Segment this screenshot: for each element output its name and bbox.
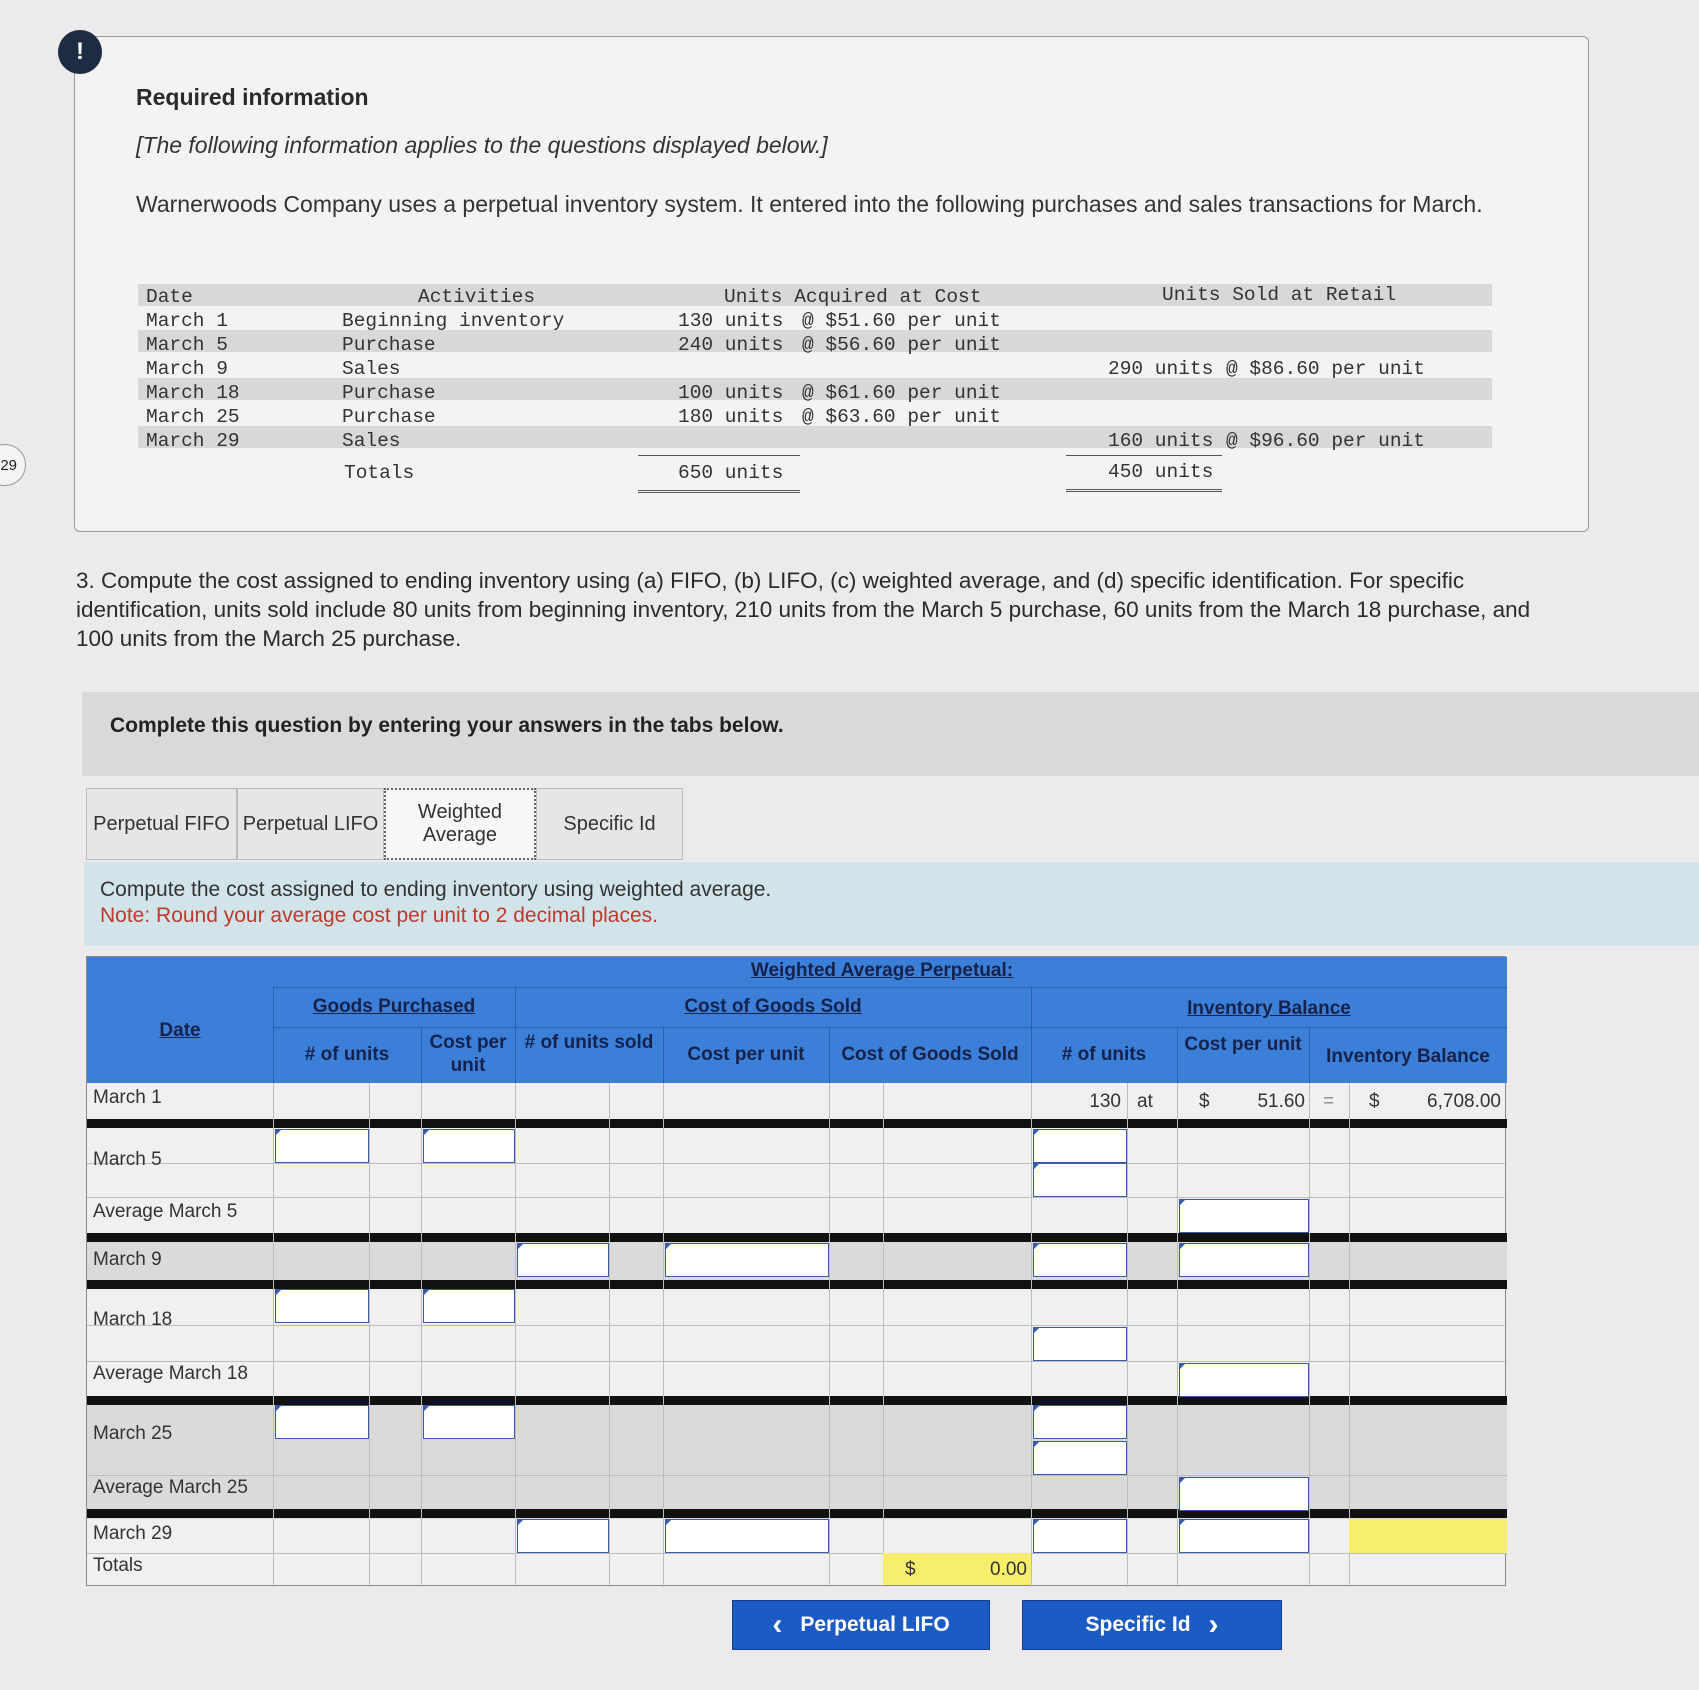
march5-balance-units-input-1[interactable] <box>1033 1129 1127 1163</box>
march9-cost-per-unit-input[interactable] <box>665 1243 829 1277</box>
required-info-paragraph: Warnerwoods Company uses a perpetual inventory system. It entered into the following purchases and sales transactions for March. <box>136 191 1483 217</box>
col-cs-total: Cost of Goods Sold <box>841 1044 1019 1065</box>
required-info-title: Required information <box>136 84 369 110</box>
march29-units-sold-input[interactable] <box>517 1519 609 1553</box>
row-acq-units: 240 units <box>678 334 784 356</box>
march1-dollar-sign-2: $ <box>1369 1091 1380 1112</box>
row-date: March 29 <box>146 430 240 452</box>
table-title: Weighted Average Perpetual: <box>750 960 1014 981</box>
row-label-march-1: March 1 <box>93 1087 162 1108</box>
tab-weighted-average-label: Weighted Average <box>417 801 503 846</box>
march9-units-sold-input[interactable] <box>517 1243 609 1277</box>
group-inventory-balance: Inventory Balance <box>1187 998 1351 1019</box>
complete-instruction-text: Complete this question by entering your answers in the tabs below. <box>110 714 784 737</box>
instruction-panel <box>84 862 1699 946</box>
row-acq-cost: @ $56.60 per unit <box>802 334 1001 356</box>
row-date: March 9 <box>146 358 228 380</box>
row-date: March 5 <box>146 334 228 356</box>
required-info-note: [The following information applies to the questions displayed below.] <box>136 132 828 158</box>
march1-at: at <box>1137 1091 1153 1112</box>
march18-units-input[interactable] <box>275 1289 369 1323</box>
row-label-march-25: March 25 <box>93 1423 173 1444</box>
row-label-march-5: March 5 <box>93 1149 162 1170</box>
complete-instruction-bar <box>82 692 1699 776</box>
group-goods-purchased: Goods Purchased <box>312 996 476 1017</box>
march29-balance-cost-input[interactable] <box>1179 1519 1309 1553</box>
average-march25-cost-input[interactable] <box>1179 1477 1309 1511</box>
totals-label: Totals <box>344 462 415 484</box>
group-cost-of-goods-sold: Cost of Goods Sold <box>684 996 862 1017</box>
rounding-note: Note: Round your average cost per unit to 2 decimal places. <box>100 904 658 927</box>
march1-dollar-sign: $ <box>1199 1091 1210 1112</box>
march9-balance-units-input[interactable] <box>1033 1243 1127 1277</box>
col-header-date: Date <box>146 286 193 308</box>
march18-cost-input[interactable] <box>423 1289 515 1323</box>
row-activity: Sales <box>342 430 401 452</box>
totals-acquired: 650 units <box>678 462 784 484</box>
march5-units-input[interactable] <box>275 1129 369 1163</box>
col-gp-cost: Cost per unit <box>429 1032 507 1076</box>
row-sold-units: 160 units <box>1108 430 1214 452</box>
row-label-average-march-18: Average March 18 <box>93 1363 248 1384</box>
col-ib-total: Inventory Balance <box>1326 1046 1490 1067</box>
row-activity: Purchase <box>342 334 436 356</box>
col-ib-cost: Cost per unit <box>1184 1034 1302 1055</box>
row-acq-units: 100 units <box>678 382 784 404</box>
col-ib-units: # of units <box>1061 1044 1147 1065</box>
row-sold-price: @ $86.60 per unit <box>1226 358 1425 380</box>
row-activity: Sales <box>342 358 401 380</box>
tab-perpetual-fifo[interactable]: Perpetual FIFO <box>86 788 237 860</box>
instruction-text: Compute the cost assigned to ending inventory using weighted average. <box>100 878 772 901</box>
average-march18-cost-input[interactable] <box>1179 1363 1309 1397</box>
march25-cost-input[interactable] <box>423 1405 515 1439</box>
question-number-badge[interactable]: 29 <box>0 444 26 486</box>
tab-specific-id[interactable]: Specific Id <box>536 788 683 860</box>
col-header-acquired: Units Acquired at Cost <box>724 286 982 308</box>
average-march5-cost-input[interactable] <box>1179 1199 1309 1233</box>
tab-weighted-average[interactable] <box>384 788 536 860</box>
cogs-total-value: 0.00 <box>990 1559 1027 1580</box>
row-acq-units: 130 units <box>678 310 784 332</box>
col-cs-units: # of units sold <box>524 1032 654 1053</box>
row-date: March 25 <box>146 406 240 428</box>
chevron-left-icon: ‹ <box>772 1608 783 1641</box>
prev-tab-button[interactable] <box>732 1600 990 1650</box>
col-header-sold: Units Sold at Retail <box>1162 284 1397 306</box>
row-acq-cost: @ $63.60 per unit <box>802 406 1001 428</box>
row-label-totals: Totals <box>93 1555 143 1576</box>
tab-perpetual-lifo[interactable]: Perpetual LIFO <box>237 788 384 860</box>
row-activity: Purchase <box>342 382 436 404</box>
col-header-activities: Activities <box>418 286 536 308</box>
totals-sold: 450 units <box>1108 461 1214 483</box>
row-acq-cost: @ $51.60 per unit <box>802 310 1001 332</box>
march1-equals: = <box>1323 1091 1335 1112</box>
march25-balance-units-input-2[interactable] <box>1033 1441 1127 1475</box>
cogs-total-dollar-sign: $ <box>905 1559 916 1580</box>
march5-cost-input[interactable] <box>423 1129 515 1163</box>
row-label-march-18: March 18 <box>93 1309 173 1330</box>
march29-inventory-balance-total <box>1349 1519 1507 1553</box>
row-date: March 18 <box>146 382 240 404</box>
row-label-average-march-5: Average March 5 <box>93 1201 238 1222</box>
col-gp-units: # of units <box>304 1044 390 1065</box>
march9-balance-cost-input[interactable] <box>1179 1243 1309 1277</box>
col-date: Date <box>159 1020 201 1041</box>
row-acq-units: 180 units <box>678 406 784 428</box>
row-label-march-29: March 29 <box>93 1523 173 1544</box>
march1-cost-per-unit: 51.60 <box>1257 1091 1305 1112</box>
row-acq-cost: @ $61.60 per unit <box>802 382 1001 404</box>
march25-units-input[interactable] <box>275 1405 369 1439</box>
march5-balance-units-input-2[interactable] <box>1033 1163 1127 1197</box>
march25-balance-units-input-1[interactable] <box>1033 1405 1127 1439</box>
row-activity: Purchase <box>342 406 436 428</box>
row-sold-price: @ $96.60 per unit <box>1226 430 1425 452</box>
col-cs-cost: Cost per unit <box>687 1044 805 1065</box>
alert-icon: ! <box>58 30 102 74</box>
march29-balance-units-input[interactable] <box>1033 1519 1127 1553</box>
row-sold-units: 290 units <box>1108 358 1214 380</box>
row-date: March 1 <box>146 310 228 332</box>
row-activity: Beginning inventory <box>342 310 565 332</box>
question-text: 3. Compute the cost assigned to ending inventory using (a) FIFO, (b) LIFO, (c) weighted average, and (d) specific identification. For specific identification, units sold include 80 units from beginning inventory, 210 units from the March 5 purchase, 60 units from the March 18 purchase, and 100 units from the March 25 purchase. <box>76 568 1531 651</box>
row-label-average-march-25: Average March 25 <box>93 1477 248 1498</box>
march1-inventory-balance: 6,708.00 <box>1427 1091 1501 1112</box>
weighted-average-table <box>86 956 1506 1586</box>
march1-balance-units: 130 <box>1089 1091 1121 1112</box>
prev-tab-label: Perpetual LIFO <box>800 1613 950 1636</box>
next-tab-button[interactable] <box>1022 1600 1282 1650</box>
march29-cost-per-unit-input[interactable] <box>665 1519 829 1553</box>
next-tab-label: Specific Id <box>1085 1613 1191 1636</box>
row-label-march-9: March 9 <box>93 1249 162 1270</box>
chevron-right-icon: › <box>1208 1608 1219 1641</box>
march18-balance-units-input[interactable] <box>1033 1327 1127 1361</box>
